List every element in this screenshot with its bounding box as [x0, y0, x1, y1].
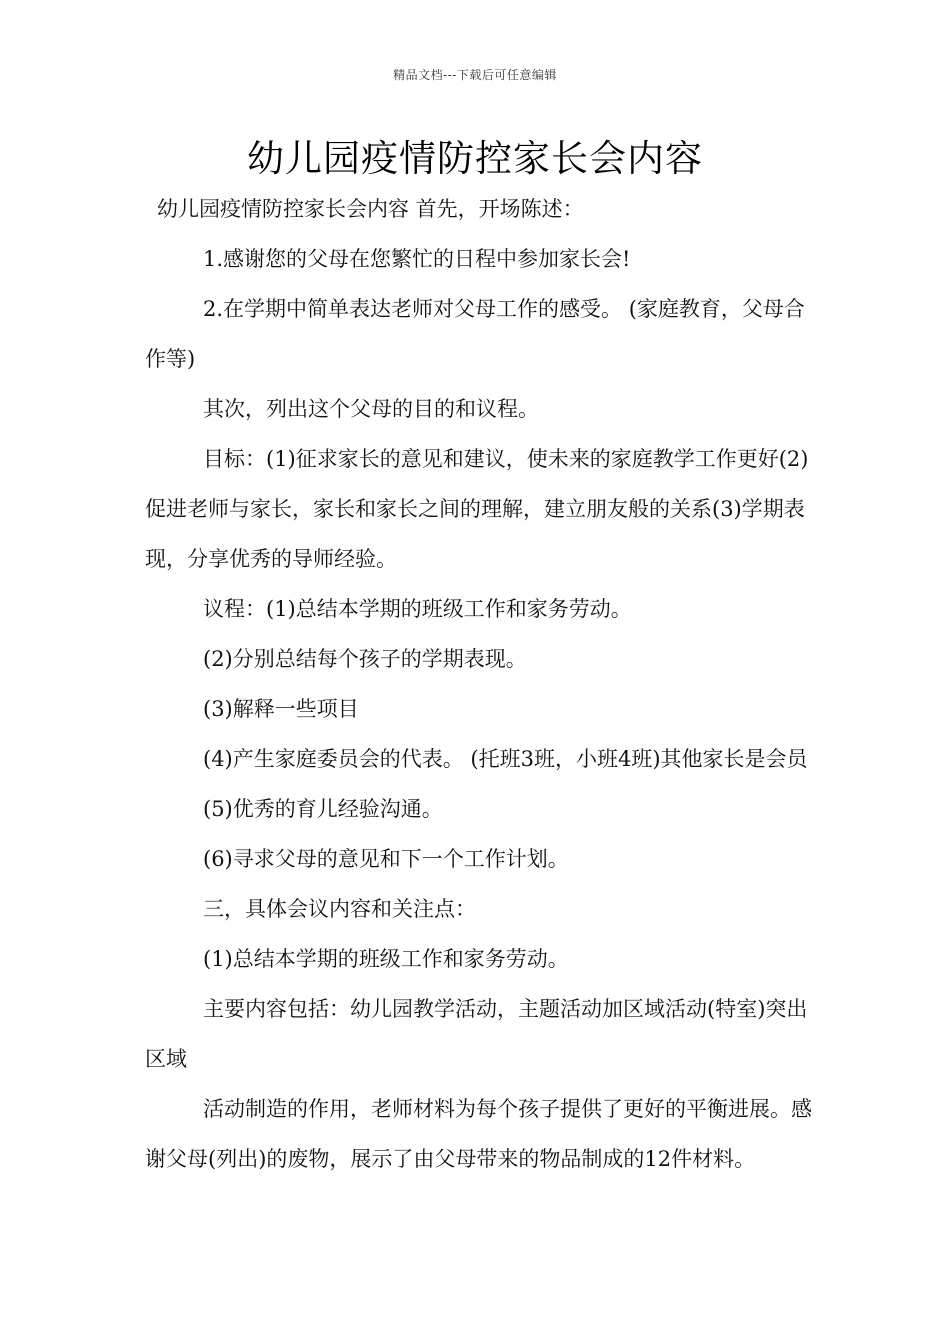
paragraph-thanks: 1.感谢您的父母在您繁忙的日程中参加家长会!: [203, 247, 631, 271]
paragraph-agenda-1: 议程：(1)总结本学期的班级工作和家务劳动。: [203, 597, 632, 621]
paragraph-agenda-4: (4)产生家庭委员会的代表。 (托班3班，小班4班)其他家长是会员: [203, 747, 808, 771]
paragraph-agenda-2: (2)分别总结每个孩子的学期表现。: [203, 647, 527, 671]
header-note: 精品文档---下载后可任意编辑: [393, 68, 557, 82]
paragraph-feelings: 2.在学期中简单表达老师对父母工作的感受。 (家庭教育，父母合作等): [145, 297, 805, 371]
document-title: 幼儿园疫情防控家长会内容: [247, 137, 703, 180]
paragraph-agenda-6: (6)寻求父母的意见和下一个工作计划。: [203, 847, 569, 871]
paragraph-summary: (1)总结本学期的班级工作和家务劳动。: [203, 947, 569, 971]
paragraph-activities: 活动制造的作用，老师材料为每个孩子提供了更好的平衡进展。感谢父母(列出)的废物，展示了由父母带来的物品制成的12件材料。: [145, 1097, 812, 1171]
paragraph-intro: 幼儿园疫情防控家长会内容 首先，开场陈述：: [157, 197, 584, 221]
paragraph-section-three: 三，具体会议内容和关注点：: [203, 897, 476, 921]
paragraph-agenda-3: (3)解释一些项目: [203, 697, 359, 721]
paragraph-purpose: 其次，列出这个父母的目的和议程。: [203, 397, 539, 421]
paragraph-main-content: 主要内容包括：幼儿园教学活动，主题活动加区域活动(特室)突出区域: [145, 997, 808, 1071]
paragraph-agenda-5: (5)优秀的育儿经验沟通。: [203, 797, 443, 821]
paragraph-goals: 目标：(1)征求家长的意见和建议，使未来的家庭教学工作更好(2)促进老师与家长，家长和家长之间的理解，建立朋友般的关系(3)学期表现，分享优秀的导师经验。: [145, 447, 809, 571]
document-body: [145, 184, 825, 1184]
